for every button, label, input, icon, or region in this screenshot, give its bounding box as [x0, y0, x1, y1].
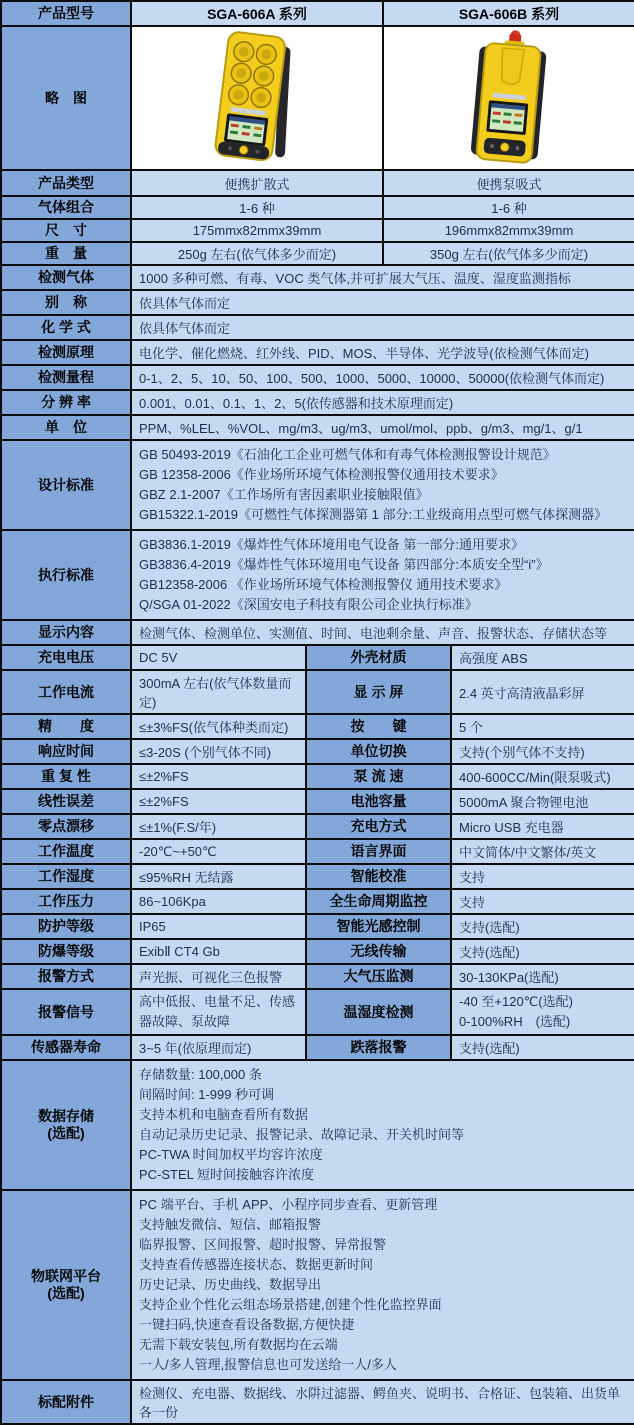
row-display-content: [2, 621, 634, 646]
spec-value: 3~5 年(依原理而定): [132, 1036, 307, 1061]
spec-label: 别 称: [2, 291, 132, 316]
spec-value: 0.001、0.01、0.1、1、2、5(依传感器和技术原理而定): [132, 391, 634, 416]
spec-value: 高中低报、电量不足、传感器故障、泵故障: [132, 990, 307, 1036]
spec-label: 设计标准: [2, 441, 132, 531]
spec-value: IP65: [132, 915, 307, 940]
row-product-model: [2, 2, 634, 27]
spec-value: 声光振、可视化三色报警: [132, 965, 307, 990]
row-linearity-battery: [2, 790, 634, 815]
spec-value-b: 1-6 种: [384, 197, 634, 220]
spec-label: 检测量程: [2, 366, 132, 391]
spec-label: 智能校准: [307, 865, 452, 890]
standard-line: GB12358-2006 《作业场所环境气体检测报警仪 通用技术要求》: [139, 577, 508, 592]
feature-line: 一人/多人管理,报警信息也可发送给一人/多人: [139, 1357, 397, 1372]
spec-label: 显示内容: [2, 621, 132, 646]
row-alias: [2, 291, 634, 316]
spec-label: 工作湿度: [2, 865, 132, 890]
data-storage-label: 数据存储: [38, 1108, 94, 1124]
spec-value: 1000 多种可燃、有毒、VOC 类气体,并可扩展大气压、温度、湿度监测指标: [132, 266, 634, 291]
feature-line: 支持查看传感器连接状态、数据更新时间: [139, 1257, 374, 1272]
spec-value: 检测气体、检测单位、实测值、时间、电池剩余量、声音、报警状态、存储状态等: [132, 621, 634, 646]
humidity-range-value: 0-100%RH (选配): [459, 1014, 571, 1029]
spec-label: 报警方式: [2, 965, 132, 990]
feature-line: PC-TWA 时间加权平均容许浓度: [139, 1147, 323, 1162]
row-explosionproof-wireless: [2, 940, 634, 965]
spec-label: 检测气体: [2, 266, 132, 291]
spec-label: 智能光感控制: [307, 915, 452, 940]
feature-line: 无需下载安装包,所有数据均在云端: [139, 1337, 338, 1352]
feature-line: 自动记录历史记录、报警记录、故障记录、开关机时间等: [139, 1127, 465, 1142]
spec-value: 依具体气体而定: [132, 316, 634, 341]
row-sketch: [2, 27, 634, 171]
spec-value: 中文简体/中文繁体/英文: [452, 840, 634, 865]
spec-value: 2.4 英寸高清液晶彩屏: [452, 671, 634, 715]
spec-label: 工作压力: [2, 890, 132, 915]
spec-label: 大气压监测: [307, 965, 452, 990]
spec-value: 30-130KPa(选配): [452, 965, 634, 990]
spec-label: 标配附件: [2, 1381, 132, 1425]
feature-line: 存储数量: 100,000 条: [139, 1067, 262, 1082]
spec-value: 300mA 左右(依气体数量而定): [132, 671, 307, 715]
spec-value: PPM、%LEL、%VOL、mg/m3、ug/m3、umol/mol、ppb、g/m3、mg/1、g/1: [132, 416, 634, 441]
row-detection-range: [2, 366, 634, 391]
spec-value-b: 350g 左右(依气体多少而定): [384, 243, 634, 266]
spec-value: DC 5V: [132, 646, 307, 671]
spec-value: 支持: [452, 865, 634, 890]
standard-line: Q/SGA 01-2022《深国安电子科技有限公司企业执行标准》: [139, 597, 478, 612]
spec-label: 外壳材质: [307, 646, 452, 671]
feature-line: 临界报警、区间报警、超时报警、异常报警: [139, 1237, 387, 1252]
standard-line: GB3836.1-2019《爆炸性气体环境用电气设备 第一部分:通用要求》: [139, 537, 525, 552]
temp-range-value: -40 至+120℃(选配): [459, 994, 573, 1009]
spec-value: 支持(个别气体不支持): [452, 740, 634, 765]
row-accessories: [2, 1381, 634, 1425]
spec-value-a: 便携扩散式: [132, 171, 384, 197]
product-photo-sga-606b: [384, 27, 634, 171]
spec-value: 支持(选配): [452, 940, 634, 965]
spec-label: 重 复 性: [2, 765, 132, 790]
feature-line: 历史记录、历史曲线、数据导出: [139, 1277, 322, 1292]
spec-label: 产品类型: [2, 171, 132, 197]
spec-value: 400-600CC/Min(限泵吸式): [452, 765, 634, 790]
header-model-a: SGA-606A 系列: [132, 2, 384, 27]
spec-value: 支持(选配): [452, 915, 634, 940]
spec-label: 温湿度检测: [307, 990, 452, 1036]
spec-label: 充电电压: [2, 646, 132, 671]
spec-label: 线性误差: [2, 790, 132, 815]
spec-label: 响应时间: [2, 740, 132, 765]
header-label: 产品型号: [2, 2, 132, 27]
row-design-standards: [2, 441, 634, 531]
spec-label: 尺 寸: [2, 220, 132, 243]
row-exec-standards: [2, 531, 634, 621]
spec-label: 工作电流: [2, 671, 132, 715]
row-resolution: [2, 391, 634, 416]
spec-value: ≤3-20S (个别气体不同): [132, 740, 307, 765]
spec-label: 防护等级: [2, 915, 132, 940]
standard-line: GB 12358-2006《作业场所环境气体检测报警仪通用技术要求》: [139, 467, 504, 482]
standard-line: GB3836.4-2019《爆炸性气体环境用电气设备 第四部分:本质安全型“i”》: [139, 557, 549, 572]
spec-value: 支持(选配): [452, 1036, 634, 1061]
sga-606b-device-image: [453, 29, 565, 167]
standard-line: GB15322.1-2019《可燃性气体探测器第 1 部分:工业级商用点型可燃气体探测器》: [139, 507, 608, 522]
spec-label: 防爆等级: [2, 940, 132, 965]
design-standards-list: [132, 441, 634, 531]
spec-value: ≤±2%FS: [132, 765, 307, 790]
header-model-b: SGA-606B 系列: [384, 2, 634, 27]
feature-line: PC 端平台、手机 APP、小程序同步查看、更新管理: [139, 1197, 438, 1212]
spec-value-a: 175mmx82mmx39mm: [132, 220, 384, 243]
feature-line: PC-STEL 短时间接触容许浓度: [139, 1167, 315, 1182]
spec-value: 0-1、2、5、10、50、100、500、1000、5000、10000、50000(依检测气体而定): [132, 366, 634, 391]
spec-label: [2, 1061, 132, 1191]
spec-label: 精 度: [2, 715, 132, 740]
sketch-label: 略 图: [2, 27, 132, 171]
spec-value: ≤95%RH 无结露: [132, 865, 307, 890]
spec-value: -20℃~+50℃: [132, 840, 307, 865]
standard-line: GB 50493-2019《石油化工企业可燃气体和有毒气体检测报警设计规范》: [139, 447, 556, 462]
row-weight: [2, 243, 634, 266]
spec-value: ≤±1%(F.S/年): [132, 815, 307, 840]
spec-label: 化 学 式: [2, 316, 132, 341]
spec-label: 泵 流 速: [307, 765, 452, 790]
spec-label: 电池容量: [307, 790, 452, 815]
row-detection-principle: [2, 341, 634, 366]
spec-label: 单 位: [2, 416, 132, 441]
spec-value: 5000mA 聚合物锂电池: [452, 790, 634, 815]
spec-label: 检测原理: [2, 341, 132, 366]
spec-value: [452, 990, 634, 1036]
row-repeatability-pumpspeed: [2, 765, 634, 790]
row-worktemp-language: [2, 840, 634, 865]
spec-label: 充电方式: [307, 815, 452, 840]
row-alarmmode-barometric: [2, 965, 634, 990]
row-detected-gases: [2, 266, 634, 291]
spec-value: Micro USB 充电器: [452, 815, 634, 840]
spec-label: 语言界面: [307, 840, 452, 865]
sga-606a-device-image: [191, 29, 323, 167]
row-iot-platform: [2, 1191, 634, 1381]
spec-label: 全生命周期监控: [307, 890, 452, 915]
row-pressure-lifecycle: [2, 890, 634, 915]
row-product-type: [2, 171, 634, 197]
feature-line: 支持企业个性化云组态场景搭建,创建个性化监控界面: [139, 1297, 442, 1312]
exec-standards-list: [132, 531, 634, 621]
spec-value-a: 1-6 种: [132, 197, 384, 220]
standard-line: GBZ 2.1-2007《工作场所有害因素职业接触限值》: [139, 487, 429, 502]
spec-label: 单位切换: [307, 740, 452, 765]
iot-platform-label: 物联网平台: [31, 1268, 101, 1284]
spec-label: 气体组合: [2, 197, 132, 220]
feature-line: 支持本机和电脑查看所有数据: [139, 1107, 309, 1122]
spec-label: 执行标准: [2, 531, 132, 621]
row-sensorlife-dropalarm: [2, 1036, 634, 1061]
feature-line: 一键扫码,快速查看设备数据,方便快捷: [139, 1317, 355, 1332]
row-chemical-formula: [2, 316, 634, 341]
feature-line: 间隔时间: 1-999 秒可调: [139, 1087, 275, 1102]
row-units: [2, 416, 634, 441]
spec-label: 工作温度: [2, 840, 132, 865]
spec-value: ExibⅡ CT4 Gb: [132, 940, 307, 965]
spec-label: 分 辨 率: [2, 391, 132, 416]
row-data-storage: [2, 1061, 634, 1191]
spec-value: 支持: [452, 890, 634, 915]
spec-label: 重 量: [2, 243, 132, 266]
spec-value-b: 便携泵吸式: [384, 171, 634, 197]
row-ip-lightsensor: [2, 915, 634, 940]
row-response-unitswitch: [2, 740, 634, 765]
row-charge-voltage-shell: [2, 646, 634, 671]
row-zerodrift-charging: [2, 815, 634, 840]
spec-label: [2, 1191, 132, 1381]
spec-value-b: 196mmx82mmx39mm: [384, 220, 634, 243]
spec-value: 高强度 ABS: [452, 646, 634, 671]
product-photo-sga-606a: [132, 27, 384, 171]
spec-value-a: 250g 左右(依气体多少而定): [132, 243, 384, 266]
spec-value: 5 个: [452, 715, 634, 740]
row-humidity-calibration: [2, 865, 634, 890]
spec-value: 依具体气体而定: [132, 291, 634, 316]
data-storage-features: [132, 1061, 634, 1191]
row-current-display: [2, 671, 634, 715]
spec-value: ≤±2%FS: [132, 790, 307, 815]
spec-label: 零点漂移: [2, 815, 132, 840]
spec-label: 传感器寿命: [2, 1036, 132, 1061]
spec-value: 检测仪、充电器、数据线、水阱过滤器、鳄鱼夹、说明书、合格证、包装箱、出货单各一份: [132, 1381, 634, 1425]
optional-tag: (选配): [47, 1125, 85, 1141]
spec-value: 86~106Kpa: [132, 890, 307, 915]
spec-label: 显 示 屏: [307, 671, 452, 715]
spec-label: 无线传输: [307, 940, 452, 965]
feature-line: 支持触发微信、短信、邮箱报警: [139, 1217, 322, 1232]
row-accuracy-buttons: [2, 715, 634, 740]
spec-value: ≤±3%FS(依气体种类而定): [132, 715, 307, 740]
row-dimensions: [2, 220, 634, 243]
iot-platform-features: [132, 1191, 634, 1381]
spec-label: 报警信号: [2, 990, 132, 1036]
optional-tag: (选配): [47, 1285, 85, 1301]
spec-label: 按 键: [307, 715, 452, 740]
row-alarmsignal-temphumidity: [2, 990, 634, 1036]
row-gas-combination: [2, 197, 634, 220]
spec-label: 跌落报警: [307, 1036, 452, 1061]
spec-value: 电化学、催化燃烧、红外线、PID、MOS、半导体、光学波导(依检测气体而定): [132, 341, 634, 366]
